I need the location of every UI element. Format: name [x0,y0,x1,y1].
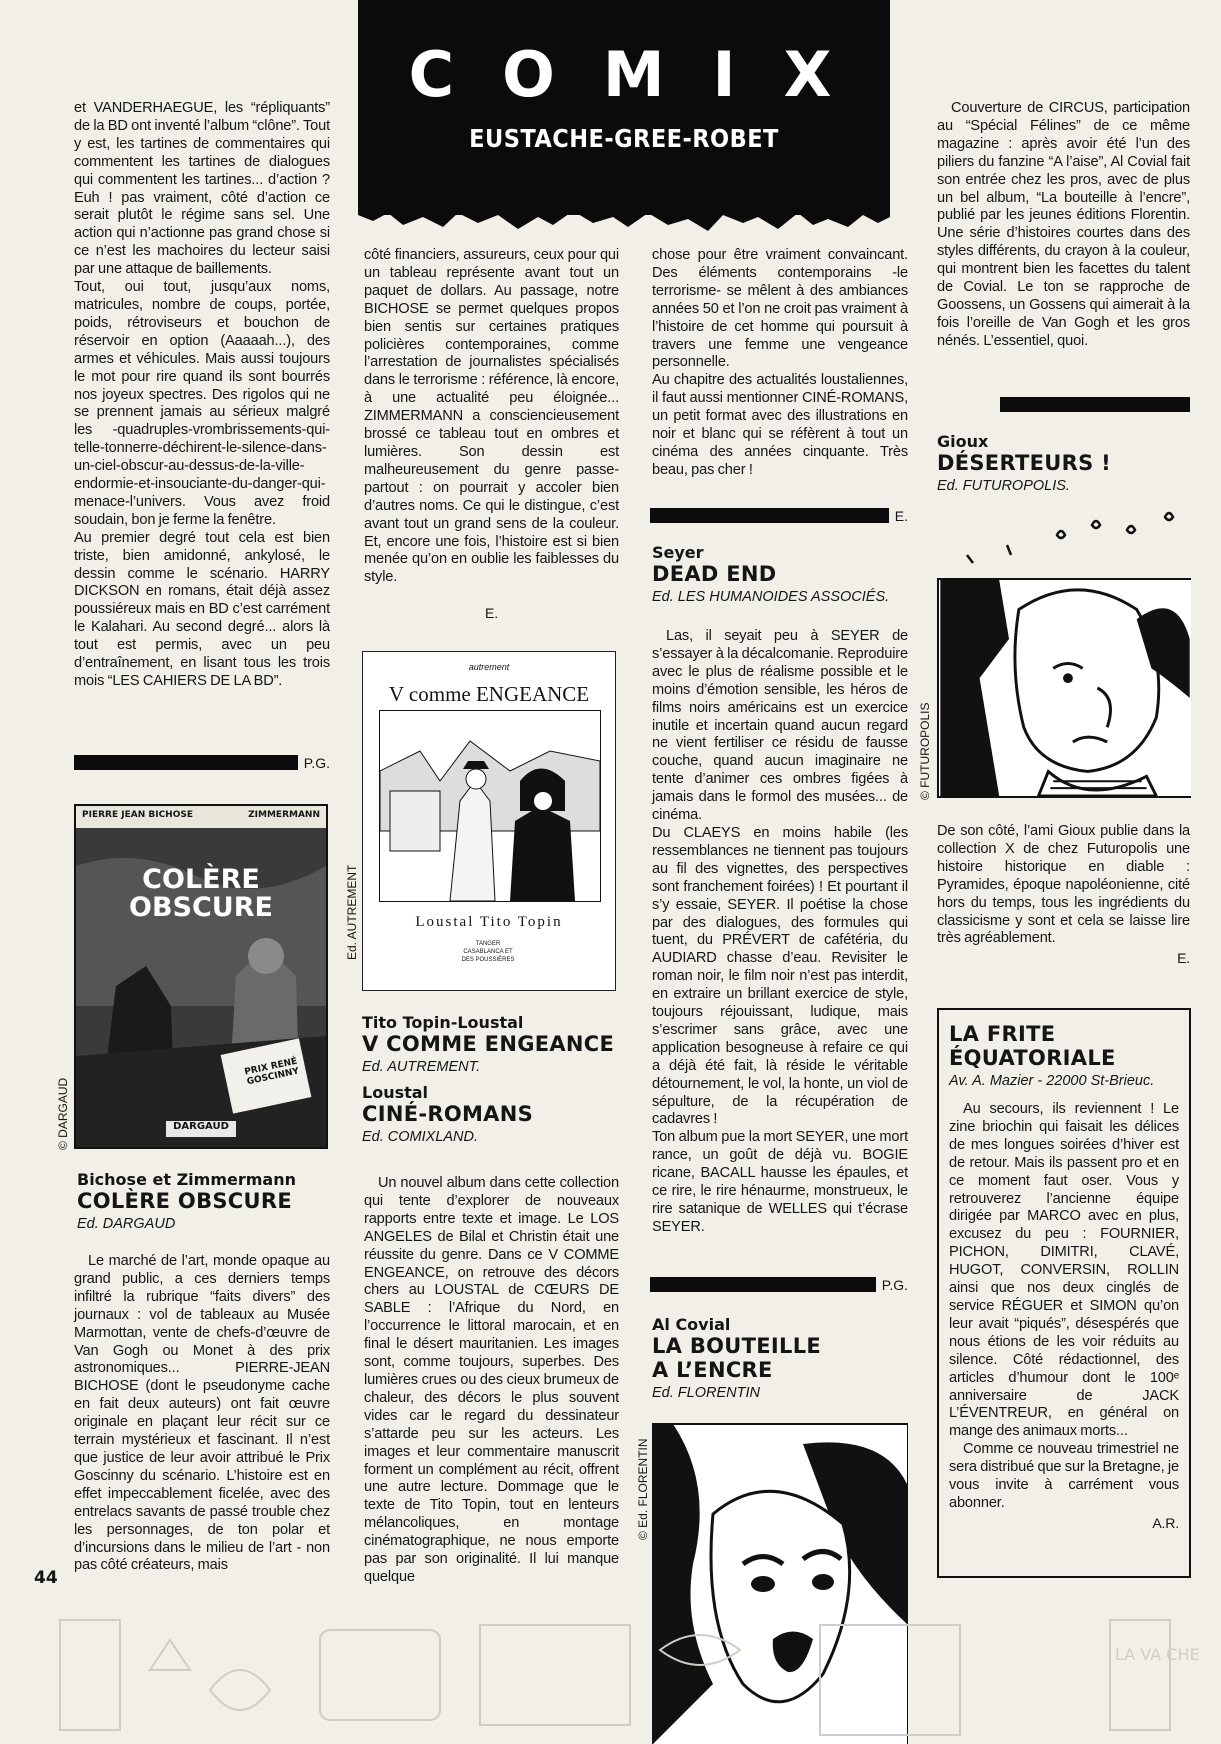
frite-paragraph-1: Au secours, ils reviennent ! Le zine briochin qui faisait les délices de mes longues soirées d’hiver est de retour. Mais ils passent pro et en ce moment faut oser. Vous y retrouverez l’ancienne équipe dirigée par MARCO avec en plus, excusez du peu : FOURNIER, PICHON, DIMITRI, CLAVÉ, HUGOT, CONVERSIN, ROLLIN ainsi que nos deux cinglés de service RÉGUER et SIMON qu’on leur avait “piqués”, désespérés que nous étions de les voir réduits au silence. Côté rédactionnel, des articles d’humour dont le 100ᵉ anniversaire de JACK L’ÉVENTREUR, en général on mange des animaux morts... [949,1101,1179,1440]
deadend-paragraph-3: Ton album pue la mort SEYER, une mort rance, un goût de déjà vu. BOGIE ricane, BACALL hausse les épaules, et ce rire, le rire hénaurme, monstrueux, le rire satanique de WELLES qui t’écrase SEYER. [652,1129,908,1235]
frite-box [937,1008,1191,1578]
deserteurs-heading [937,432,1197,502]
engeance-credit: Ed. AUTREMENT [345,864,359,960]
frite-paragraph-2: Comme ce nouveau trimestriel ne sera distribué que sur la Bretagne, je vous invite à carrément vous abonner. [949,1441,1179,1511]
colere-obscure-cover-art [76,806,326,1147]
engeance-paragraph-1: Un nouvel album dans cette collection qui tente d’explorer de nouveaux rapports entre texte et image. Le LOS ANGELES de Bilal et Christin était une réussite du genre. Dans ce V COMME ENGEANCE, on retrouve des décors chers au LOUSTAL de CŒURS DE SABLE : l’Afrique du Nord, en l’occurrence le littoral marocain, et en final le désert mauritanien. Les images sont, comme toujours, superbes. Des lumières crues ou des cieux brumeux de chaleur, des décors le plus souvent vides car le regard du dessinateur s’attarde peu sur les acteurs. Les images et leur commentaire manuscrit forment un complément au récit, offrent une autre lecture. Dommage que le texte de Tito Topin, tout en lenteurs mélancoliques, en montage cinématographique, ne nous emporte pas par son originalité. Il lui manque quelque [364,1175,619,1585]
torn-edge [358,205,890,235]
signature: P.G. [881,1277,908,1293]
frite-text [949,1101,1179,1533]
cover-top-right-text: ZIMMERMANN [248,810,320,820]
bouteille-heading [652,1315,912,1409]
signature: P.G. [303,755,330,771]
colere-text-col1 [74,1253,330,1575]
deadend-paragraph-1: Las, il seyait peu à SEYER de s’essayer à la décalcomanie. Reproduire avec le plus de réalisme possible et le moins d’émotion sensible, les héros de films noirs américains est un exercice inutile et incertain quand aucun regard ne vient fertiliser ce résidu de fausse couche, quand aucun imaginaire ne tente d’animer ces ombres figées à jamais dans le formol des musées... de cinéma. [652,628,908,824]
review-edition: Ed. COMIXLAND. [362,1129,479,1145]
colere-paragraph-1: Le marché de l’art, monde opaque au grand public, a ces derniers temps infiltré la rubrique “faits divers” des journaux : vol de tableaux au Musée Marmottan, vente de chefs-d’œuvre de Van Gogh ou Monet à des prix astronomiques... PIERRE-JEAN BICHOSE (dont le pseudonyme cache en fait deux auteurs) ont fait œuvre originale en plaçant leur récit sur ce terrain mystérieux et fascinant. Il n’est que justice de leur avoir attribué le Prix Goscinny du scénario. L’histoire est en effet impeccablement ficelée, avec des entrelacs savants de passé trouble chez les personnages, de ton polar et d’incursions dans le milieu de l’art - non pas côté créateurs, mais [74,1253,330,1574]
bouteille-credit: © Ed. FLORENTIN [636,1438,650,1540]
review-title: COLÈRE OBSCURE [77,1189,292,1213]
engeance-cover-art [379,710,601,902]
section-title: COMIX [408,38,880,111]
review-title-line-2: A L’ENCRE [652,1358,773,1382]
frite-address: Av. A. Mazier - 22000 St-Brieuc. [949,1073,1155,1089]
engeance-heading [362,1013,622,1153]
column-1-top [74,100,330,691]
colere-credit: © DARGAUD [56,1077,70,1150]
deadend-heading [652,543,912,613]
deadend-paragraph-2: Du CLAEYS en moins habile (les ressemblances ne tiennent pas toujours au fil des vignettes, des perspectives sont franchement foirées) ! Et pourtant il s’y essaie, SEYER. Il poétise la chose par des dialogues, des formules qui tuent, du PRÉVERT de cafétéria, du AUDIARD chasse d’eau. Revisiter le roman noir, le film noir n’est pas interdit, en extraire un brillant exercice de style, toujours réjouissant, ludique, mais s’escrimer sans grâce, avec une application besogneuse à refaire ce qui a déjà été fait, là réside le véritable détournement, le vol, la honte, un viol de sépulture, de la récupération de cadavres ! [652,824,908,1128]
review-title-line-1: LA BOUTEILLE [652,1334,822,1358]
engeance-cover [362,651,616,991]
signature: E. [894,508,908,524]
black-rule [1000,397,1190,412]
deserteurs-illustration [937,578,1191,798]
bouteille-text [937,100,1190,351]
review-author: Bichose et Zimmermann [77,1170,296,1189]
review-author: Al Covial [652,1315,731,1334]
black-rule [650,1277,876,1292]
colere-paragraph-2: côté financiers, assureurs, ceux pour qui un tableau représente avant tout un paquet de dollars. Au passage, notre BICHOSE se permet quelques propos bien sentis sur certaines pratiques policières contemporaines, comme l’arrestation de journalistes spécialisés dans le terrorisme : référence, là encore, à une actualité peu éloignée... ZIMMERMANN a consciencieusement brossé ce tableau tout en ombres et lumières. Son dessin est malheureusement du genre passe-partout : on pourrait y accoler bien d’autres noms. Ce qui le distingue, c’est avant tout un grand sens de la couleur. Et, encore une fois, l’histoire est si bien menée qu’on en oublie les faiblesses du style. [364,247,619,586]
page-number: 44 [34,1568,58,1588]
cover-prize-badge: PRIX RENÉ GOSCINNY [243,1056,301,1088]
review-edition: Ed. DARGAUD [77,1216,176,1232]
separator-pg-2 [650,1277,908,1292]
cine-text-col3 [652,247,908,480]
engeance-paragraph-2: chose pour être vraiment convaincant. Des éléments contemporains -le terrorisme- se mêlent à des ambiances années 50 et l’on ne croit pas vraiment à l’histoire de cet homme qui poursuit à travers une femme une vengeance personnelle. [652,247,908,371]
deserteurs-text [937,823,1190,968]
signature: E. [1177,950,1190,967]
review-author: Gioux [937,432,989,451]
review-edition: Ed. LES HUMANOIDES ASSOCIÉS. [652,589,890,605]
cover-publisher-name: autrement [468,662,510,672]
review-edition: Ed. FUTUROPOLIS. [937,478,1070,494]
colere-heading [77,1170,337,1240]
review-edition: Ed. FLORENTIN [652,1385,760,1401]
deserteurs-credit: © FUTUROPOLIS [918,702,932,800]
cover-title-text: COLÈRE OBSCURE [129,864,273,923]
cover-title-text: V comme ENGEANCE [388,682,590,706]
separator-e-2 [650,508,908,523]
review-title: DEAD END [652,562,777,586]
cover-publisher-logo: DARGAUD [173,1121,229,1132]
colere-text-col2 [364,247,619,623]
black-rule [650,508,889,523]
cover-authors-text: Loustal Tito Topin [415,914,563,930]
cover-top-left-text: PIERRE JEAN BICHOSE [82,810,193,820]
colere-obscure-cover [74,804,328,1149]
signature: A.R. [1152,1514,1179,1531]
cine-romans-paragraph: Au chapitre des actualités loustaliennes, il faut aussi mentionner CINÉ-ROMANS, un petit format avec des illustrations en noir et blanc qui se réfèrent à tout un cinéma des années cinquante. Très beau, pas cher ! [652,372,908,478]
harry-dickson-p2: Tout, oui tout, jusqu’aux noms, matricules, nombre de coups, portée, poids, rétroviseurs et bouchon de réservoir en option (Aaaaah...), des armes et véhicules. Mais aussi toujours le mot pour rire quand ils sont bourrés nos joyeux spectres. Des rigolos qui ne se prennent jamais au sérieux malgré les -quadruples-vrombrissements-qui-telle-tonnerre-déchirent-le-silence-dans-un-ciel-obscur-au-dessus-de-la-ville-endormie-et-insouciante-du-danger-qui-menace-l’univers. Vous avez froid soudain, bon je ferme la fenêtre. [74,279,330,528]
review-title: V COMME ENGEANCE [362,1032,615,1056]
deserteurs-paragraph: De son côté, l’ami Gioux publie dans la collection X de chez Futuropolis une histoire historique en diable : Pyramides, époque napoléonienne, cité hors du temps, tous les ingrédients du classicisme y sont et cela se laisse lire très agréablement. [937,823,1190,947]
harry-dickson-p1: et VANDERHAEGUE, les “répliquants” de la BD ont inventé l’album “clône”. Tout y est, les tartines de commentaires qui commentent les tartines de dialogues qui commentent les tartines... d’action ? Euh ! pas vraiment, côté d’action ce serait plutôt le régime sans sel. Une action qui n’actionne pas grand chose si ce n’est les machoires du lecteur saisi par une attaque de baillements. [74,100,331,278]
sweat-drops-icon [937,505,1191,565]
bouteille-paragraph: Couverture de CIRCUS, participation au “Spécial Félines” de ce même magazine : après avoir été l’un des piliers du fanzine “A l’aise”, Al Covial fait son entrée chez les pros, avec de plus un bel album, “La bouteille à l’encre”, publié par les jeunes éditions Florentin. Une série d’histoires courtes dans des styles différents, du crayon à la couleur, qui montrent bien les facettes du talent de Covial. Le ton se rapproche de Goossens, un Gossens qui aimerait à la fois l’oreille de Van Gogh et les gros nénés. L’essentiel, quoi. [937,100,1190,349]
review-author: Tito Topin-Loustal [362,1013,524,1032]
review-edition: Ed. AUTREMENT. [362,1059,481,1075]
signature: E. [485,605,498,622]
cine-text-col2 [364,1175,619,1587]
separator-pg-1 [74,755,330,770]
section-authors: EUSTACHE-GREE-ROBET [469,124,779,153]
review-title: CINÉ-ROMANS [362,1102,534,1126]
review-title: DÉSERTEURS ! [937,451,1111,475]
review-author: Seyer [652,543,704,562]
review-author: Loustal [362,1083,429,1102]
footer-doodles [60,1610,1200,1743]
cover-subtitle-text: TANGER CASABLANCA ET DES POUSSIÈRES [461,941,515,963]
masthead [358,0,890,215]
black-rule [74,755,298,770]
footer-text: LA VA CHE [1115,1645,1200,1664]
frite-title-line-2: ÉQUATORIALE [949,1046,1116,1070]
frite-title-line-1: LA FRITE [949,1022,1056,1046]
deadend-text [652,628,908,1237]
harry-dickson-p3: Au premier degré tout cela est bien triste, bien amidonné, ankylosé, le dessin comme le scénario. HARRY DICKSON en romans, était déjà assez poussiéreux mais en BD c’est carrément le Kalahari. Au second degré... alors là tout est permis, avec un peu d’entraînement, en lisant tous les trois mois “LES CAHIERS DE LA BD”. [74,529,330,689]
